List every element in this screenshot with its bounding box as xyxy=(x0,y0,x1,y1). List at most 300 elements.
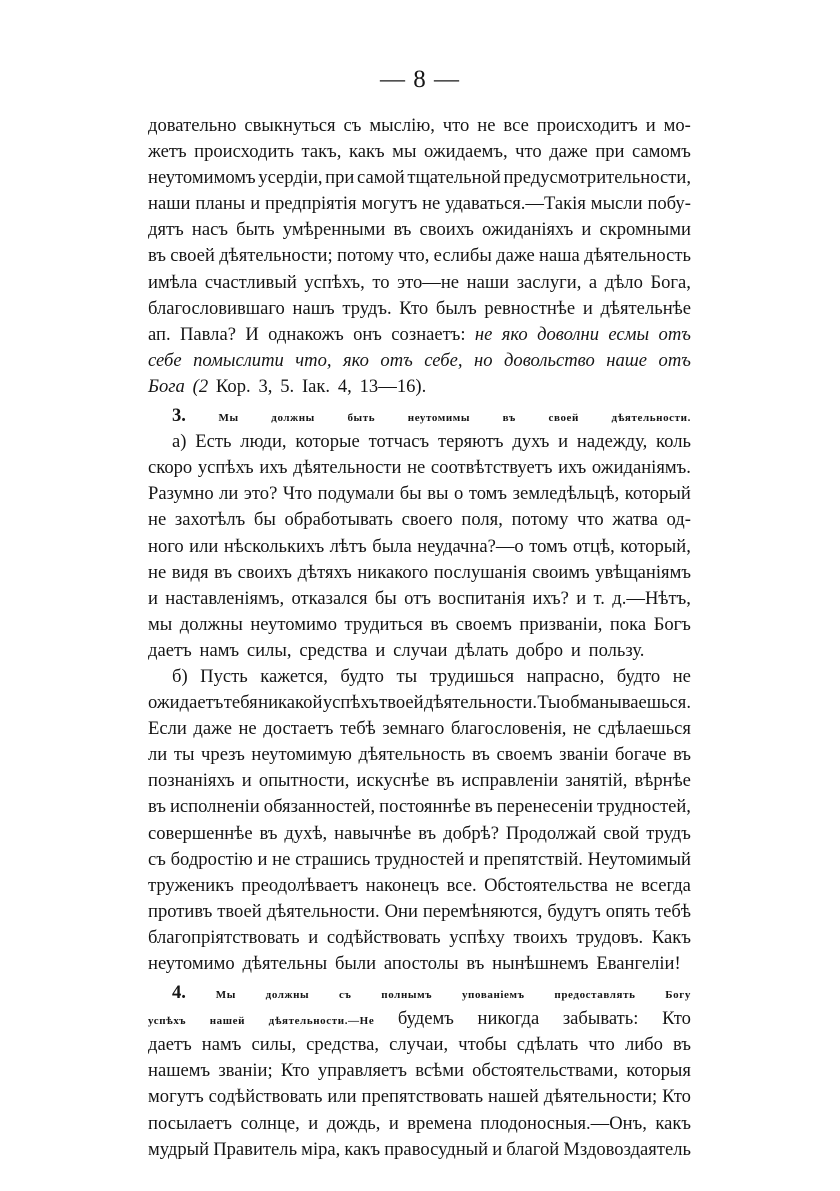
word: и xyxy=(645,115,656,136)
word: есмы xyxy=(608,323,650,345)
word: это? xyxy=(243,483,278,505)
word: даже xyxy=(496,245,535,267)
word: дѣятельны xyxy=(242,953,328,974)
word: должны xyxy=(179,613,243,635)
word: при xyxy=(325,167,355,189)
word: о xyxy=(454,483,464,505)
word: духѣ, xyxy=(284,822,328,844)
word: неутомимомъ xyxy=(148,167,256,189)
word: а) xyxy=(172,431,187,453)
word: времена xyxy=(407,1112,472,1134)
word: что xyxy=(577,509,604,531)
word: не xyxy=(615,874,634,896)
word: препятствій. xyxy=(483,848,583,870)
word: навычнѣе xyxy=(334,822,412,844)
word: мыслію, xyxy=(369,115,435,136)
word: была xyxy=(372,535,412,557)
word: умѣренными xyxy=(282,219,386,241)
word: помыслити xyxy=(193,349,284,371)
word: ожидаетъ xyxy=(148,692,224,714)
word: отказался xyxy=(291,587,368,609)
word: онъ xyxy=(353,323,382,345)
word: и xyxy=(308,926,319,948)
text-line xyxy=(148,768,691,794)
word: призваніи, xyxy=(519,613,603,635)
text-line xyxy=(148,664,691,690)
text-line xyxy=(148,455,691,481)
text-line xyxy=(148,1137,691,1163)
word: которыя xyxy=(626,1060,691,1082)
word: опять xyxy=(605,900,651,922)
word: побу- xyxy=(647,193,691,215)
word: трудностей, xyxy=(597,796,691,818)
word: или xyxy=(327,1086,357,1108)
word: мо- xyxy=(663,115,691,136)
word: ожиданіямъ. xyxy=(591,457,691,479)
word: своемъ xyxy=(455,613,512,635)
word: солнце, xyxy=(240,1112,300,1134)
text-line xyxy=(148,191,691,217)
word: дѣтяхъ xyxy=(297,561,352,583)
word: забывать: xyxy=(562,1008,639,1030)
word: однакожъ xyxy=(268,323,344,345)
word: вѣрнѣе xyxy=(634,770,691,792)
word: наши xyxy=(148,193,191,215)
word: полнымъ xyxy=(381,989,433,1002)
word: Обстоятельства xyxy=(484,874,608,896)
word: неутомимую xyxy=(251,744,352,766)
word: не xyxy=(238,718,257,740)
word: не xyxy=(422,193,441,215)
word: пока xyxy=(609,613,647,635)
word: не xyxy=(477,115,496,136)
word: при xyxy=(595,141,625,163)
word: твоей xyxy=(379,692,424,714)
word: довольство xyxy=(504,349,595,371)
text-line xyxy=(148,243,691,269)
word: Павла? xyxy=(179,323,236,345)
word: яко xyxy=(501,323,528,345)
word: даетъ xyxy=(148,1034,192,1056)
word: не xyxy=(148,561,167,583)
word: благой xyxy=(506,1138,560,1160)
word: то xyxy=(372,271,390,293)
word: должны xyxy=(265,989,310,1002)
word: (2 xyxy=(192,375,209,397)
word: бы xyxy=(399,483,422,505)
word: не xyxy=(272,848,291,870)
text-line xyxy=(148,165,691,191)
word: Если xyxy=(148,718,187,740)
word: предоставлять xyxy=(554,989,636,1002)
word: т. xyxy=(593,587,605,609)
word: Кто xyxy=(662,1008,691,1030)
text-line xyxy=(148,296,691,322)
word: яко xyxy=(343,349,369,371)
text-line xyxy=(148,821,691,847)
word: предусмотрительности, xyxy=(503,167,691,189)
word: которые xyxy=(295,431,360,453)
word: 13—16). xyxy=(359,375,427,397)
text-line xyxy=(148,139,691,165)
text-line xyxy=(148,348,691,374)
word: Есть xyxy=(195,431,232,453)
word: послушанія xyxy=(433,561,527,583)
word: труженикъ xyxy=(148,874,234,896)
word: бы xyxy=(374,587,397,609)
word: б) xyxy=(172,665,188,687)
word: будутъ xyxy=(547,900,601,922)
word: планы xyxy=(195,193,246,215)
word: съ xyxy=(148,848,166,870)
word: коль xyxy=(656,431,691,453)
word: въ xyxy=(418,822,437,844)
word: успѣху xyxy=(449,926,505,948)
word: тебя xyxy=(223,692,258,714)
word: счастливый xyxy=(204,271,297,293)
word: неутомимо xyxy=(250,613,337,635)
word: плодоносныя.—Онъ, xyxy=(480,1112,647,1134)
word: Какъ xyxy=(651,926,691,948)
word: тебѣ xyxy=(655,900,691,922)
word: были xyxy=(334,953,377,974)
word: жатва xyxy=(612,509,658,531)
word: содѣйствовать xyxy=(208,1086,323,1108)
word: богаче xyxy=(614,744,667,766)
word: довательно xyxy=(148,115,237,136)
word: наставленіямъ, xyxy=(165,587,285,609)
word: неутомимы xyxy=(407,412,471,425)
word: дѣятельность xyxy=(584,245,691,267)
word: и xyxy=(570,639,581,661)
word: ты xyxy=(396,665,418,687)
word: ихъ xyxy=(259,457,288,479)
word: Мы xyxy=(218,412,239,425)
word: намъ xyxy=(201,1034,242,1056)
word: и xyxy=(148,587,158,609)
word: томъ xyxy=(468,483,508,505)
word: управляетъ xyxy=(317,1060,408,1082)
word: тотчасъ xyxy=(368,431,430,453)
word: люди, xyxy=(240,431,287,453)
text-line xyxy=(148,794,691,820)
word: чтобы xyxy=(458,1034,507,1056)
word: никакого xyxy=(357,561,429,583)
word: и xyxy=(257,848,268,870)
word: отцѣ, xyxy=(572,535,615,557)
word: 5. xyxy=(280,375,295,397)
word: од- xyxy=(666,509,691,531)
word: ап. xyxy=(148,323,171,345)
text-line xyxy=(148,1032,691,1058)
word: усердіи, xyxy=(258,167,323,189)
word: дѣятельнѣе xyxy=(600,297,691,319)
word: средства, xyxy=(306,1034,380,1056)
word: трудовъ. xyxy=(576,926,644,948)
word: не xyxy=(572,718,592,740)
text-line xyxy=(148,899,691,925)
word: силы, xyxy=(251,1034,297,1056)
word: дѣятельности xyxy=(293,457,402,479)
word: ного xyxy=(148,535,184,557)
word: какъ xyxy=(655,1112,691,1134)
word: мудрый xyxy=(148,1138,210,1160)
word: благословившаго xyxy=(148,297,285,319)
word: трудъ. xyxy=(342,297,392,319)
word: земнаго xyxy=(382,718,445,740)
word: никогда xyxy=(477,1008,540,1030)
word: правосудный xyxy=(384,1138,489,1160)
text-line xyxy=(148,638,691,664)
word: или xyxy=(189,535,219,557)
word: всѣми xyxy=(415,1060,464,1082)
word: потому xyxy=(511,509,569,531)
word: апостолы xyxy=(383,953,459,974)
word: достаетъ xyxy=(263,718,334,740)
word: Мздовоздаятель xyxy=(563,1138,691,1160)
word: пользу. xyxy=(588,639,645,661)
word: даже xyxy=(549,141,588,163)
word: дѣятельности. xyxy=(611,412,691,425)
word: случаи xyxy=(393,639,448,661)
word: въ xyxy=(474,796,493,818)
text-line xyxy=(148,481,691,507)
word: обработывать xyxy=(284,509,393,531)
word: обязанностей, xyxy=(263,796,376,818)
text-line xyxy=(148,586,691,612)
word: Они xyxy=(384,900,418,922)
word: добро xyxy=(516,639,564,661)
page-number: — 8 — xyxy=(380,66,460,93)
text-line xyxy=(148,873,691,899)
word: происходитъ xyxy=(536,115,638,136)
word: нашъ xyxy=(292,297,335,319)
body-text xyxy=(148,113,691,1163)
word: міра, xyxy=(301,1138,341,1160)
word: противъ xyxy=(148,900,213,922)
word: не xyxy=(672,665,691,687)
word: даже xyxy=(193,718,232,740)
word: въ xyxy=(471,744,490,766)
word: познаніяхъ xyxy=(148,770,235,792)
word: былъ xyxy=(435,297,477,319)
word: ревностнѣе xyxy=(484,297,576,319)
word: своихъ xyxy=(419,219,474,241)
word: Бога xyxy=(148,375,185,397)
text-line xyxy=(148,429,691,455)
word: даетъ xyxy=(148,639,192,661)
word: добрѣ? xyxy=(443,822,499,844)
word: будемъ xyxy=(397,1008,454,1030)
word: опытности, xyxy=(258,770,350,792)
word: подумали xyxy=(317,483,395,505)
word: самомъ xyxy=(632,141,691,163)
word: быть xyxy=(236,219,275,241)
word: себе xyxy=(148,349,182,371)
word: бодростію xyxy=(170,848,253,870)
word: нашемъ xyxy=(148,1060,211,1082)
word: что xyxy=(515,141,542,163)
word: не xyxy=(407,457,426,479)
word: въ xyxy=(466,953,485,974)
word: все. xyxy=(446,874,477,896)
word: обстоятельствами, xyxy=(472,1060,619,1082)
word: и xyxy=(492,1138,503,1160)
word: удаваться.—Такія xyxy=(445,193,586,215)
word: будто xyxy=(340,665,384,687)
word: кажется, xyxy=(260,665,328,687)
text-line xyxy=(148,847,691,873)
word: ты xyxy=(173,744,195,766)
word: не xyxy=(148,509,167,531)
word: дятъ xyxy=(148,219,184,241)
word: жетъ xyxy=(148,141,187,163)
word: твоей xyxy=(217,900,262,922)
word: нѣсколькихъ xyxy=(223,535,325,557)
text-line xyxy=(148,322,691,348)
word: доволни xyxy=(537,323,600,345)
word: благословенія, xyxy=(450,718,567,740)
word: благопріятствовать xyxy=(148,926,300,948)
word: свыкнуться xyxy=(244,115,336,136)
word: твоихъ xyxy=(513,926,568,948)
word: въ xyxy=(259,822,278,844)
word: быть xyxy=(347,412,376,425)
word: Богъ xyxy=(653,613,691,635)
word: сдѣлать xyxy=(516,1034,579,1056)
word: въ xyxy=(148,245,166,267)
word: не xyxy=(474,323,493,345)
word: потому xyxy=(336,245,394,267)
word: дѣятельность xyxy=(358,744,466,766)
word: Кто xyxy=(399,297,429,319)
word: Кто xyxy=(662,1086,691,1108)
word: совершеннѣе xyxy=(148,822,253,844)
word: Неутомимый xyxy=(587,848,691,870)
word: Бога, xyxy=(650,271,691,293)
word: трудностей xyxy=(374,848,465,870)
word: лѣтъ xyxy=(329,535,367,557)
word: И xyxy=(245,323,259,345)
word: исполненіи xyxy=(169,796,260,818)
word: своего xyxy=(401,509,453,531)
word: сдѣлаешься xyxy=(597,718,691,740)
word: увѣщаніямъ xyxy=(595,561,691,583)
word: какъ xyxy=(344,1138,381,1160)
word: ожиданіяхъ xyxy=(482,219,574,241)
text-line xyxy=(148,560,691,586)
word: силы, xyxy=(246,639,292,661)
word: вы xyxy=(427,483,449,505)
word: и xyxy=(375,639,386,661)
word: который, xyxy=(620,535,691,557)
word: воспитанія xyxy=(438,587,526,609)
word: намъ xyxy=(199,639,240,661)
word: видя xyxy=(171,561,209,583)
word: происходить xyxy=(194,141,295,163)
word: имѣла xyxy=(148,271,198,293)
word: препятствовать xyxy=(361,1086,484,1108)
text-line xyxy=(148,1084,691,1110)
word: своимъ xyxy=(532,561,590,583)
word: захотѣлъ xyxy=(174,509,246,531)
word: еслибы xyxy=(433,245,492,267)
word: либо xyxy=(624,1034,663,1056)
word: и xyxy=(241,770,252,792)
word: Разумно xyxy=(148,483,214,505)
text-line xyxy=(148,270,691,296)
word: успѣхъ xyxy=(322,692,379,714)
word: дѣло xyxy=(604,271,643,293)
word: самой xyxy=(356,167,405,189)
word: 3. xyxy=(172,405,186,427)
word: и xyxy=(581,219,592,241)
word: отъ xyxy=(658,349,691,371)
word: ли xyxy=(219,483,239,505)
word: искуснѣе xyxy=(356,770,430,792)
word: постояннѣе xyxy=(379,796,471,818)
text-line xyxy=(148,217,691,243)
word: своей xyxy=(548,412,579,425)
word: успѣхъ xyxy=(197,457,254,479)
text-line xyxy=(148,951,691,977)
word: нынѣшнемъ xyxy=(492,953,589,974)
word: въ xyxy=(673,744,691,766)
word: отъ xyxy=(658,323,691,345)
word: который xyxy=(624,483,691,505)
word: такъ, xyxy=(301,141,342,163)
word: своихъ xyxy=(237,561,292,583)
word: и xyxy=(558,431,569,453)
word: чрезъ xyxy=(201,744,245,766)
word: мы xyxy=(148,613,173,635)
section-heading-line xyxy=(148,403,691,429)
word: перемѣняются, xyxy=(422,900,543,922)
word: могутъ xyxy=(148,1086,204,1108)
word: и xyxy=(469,848,479,870)
word: дѣятельности.—Не xyxy=(268,1015,375,1028)
word: ожидаемъ, xyxy=(423,141,508,163)
word: духъ xyxy=(512,431,550,453)
word: Евангеліи! xyxy=(596,953,681,974)
word: теряютъ xyxy=(437,431,504,453)
word: сознаетъ: xyxy=(391,323,466,345)
word: въ xyxy=(148,796,166,818)
word: неудачна?—о xyxy=(417,535,524,557)
word: трудъ xyxy=(646,822,691,844)
word: нашей xyxy=(209,1015,246,1028)
word: неутомимо xyxy=(148,953,235,974)
word: ихъ xyxy=(558,457,587,479)
text-line xyxy=(148,113,691,139)
word: и xyxy=(388,1112,399,1134)
word: Кор. xyxy=(215,375,251,397)
word: и xyxy=(576,587,587,609)
text-line xyxy=(148,1006,691,1032)
word: нашей xyxy=(488,1086,539,1108)
word: посылаетъ xyxy=(148,1112,232,1134)
word: успѣхъ, xyxy=(304,271,365,293)
word: и xyxy=(308,1112,319,1134)
word: д.—Нѣтъ, xyxy=(612,587,691,609)
word: въ xyxy=(214,561,233,583)
word: ли xyxy=(148,744,168,766)
word: содѣйствовать xyxy=(326,926,441,948)
word: дѣлать xyxy=(455,639,509,661)
word: своемъ xyxy=(496,744,553,766)
word: званіи xyxy=(559,744,609,766)
word: успѣхъ xyxy=(148,1015,187,1028)
